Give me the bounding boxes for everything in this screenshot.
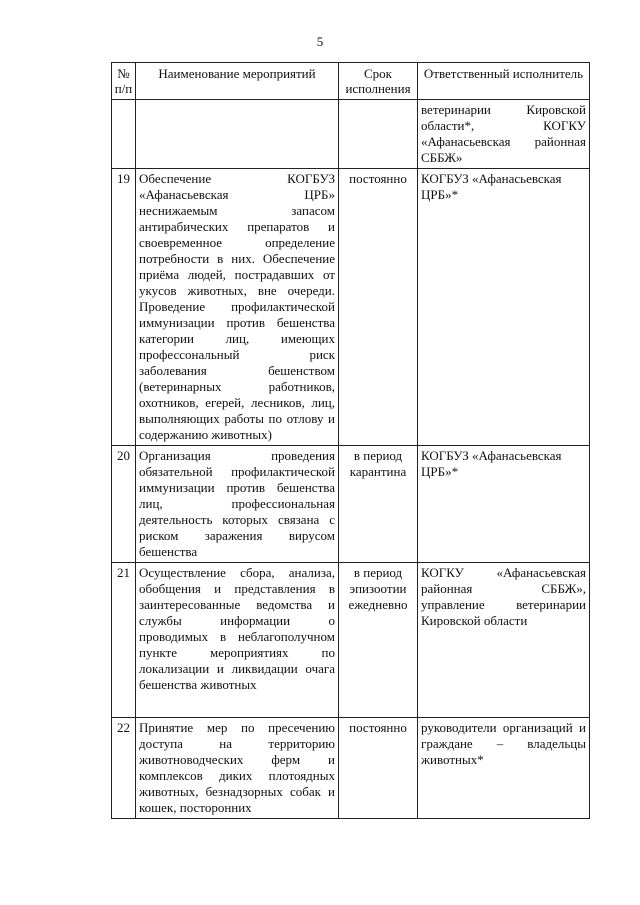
cell-measure: Организация проведения обязательной профилактической иммунизации против бешенства лиц, профессиональная деятельность которых связана с риском заражения вирусом бешенства <box>136 446 339 563</box>
cell-executor: КОГБУЗ «Афанасьевская ЦРБ»* <box>418 446 590 563</box>
cell-number <box>112 100 136 169</box>
cell-number: 21 <box>112 563 136 718</box>
cell-number: 20 <box>112 446 136 563</box>
table-row <box>112 446 590 563</box>
cell-executor: КОГКУ «Афанасьевская районная СББЖ», управление ветеринарии Кировской области <box>418 563 590 718</box>
table-row <box>112 563 590 718</box>
cell-term: в период эпизоотии ежедневно <box>339 563 418 718</box>
cell-term: в период карантина <box>339 446 418 563</box>
cell-executor: руководители организаций и граждане – владельцы животных* <box>418 718 590 819</box>
header-executor: Ответственный исполнитель <box>418 63 590 100</box>
page-number: 5 <box>316 34 324 49</box>
header-term: Срок исполнения <box>339 63 418 100</box>
header-number: № п/п <box>112 63 136 100</box>
cell-number: 19 <box>112 169 136 446</box>
header-measure: Наименование мероприятий <box>136 63 339 100</box>
cell-number: 22 <box>112 718 136 819</box>
cell-term: постоянно <box>339 718 418 819</box>
table-row <box>112 169 590 446</box>
cell-measure: Осуществление сбора, анализа, обобщения и представления в заинтересованные ведомства и службы информации о проводимых в неблагополучном пункте мероприятиях по локализации и ликвидации очага бешенства животных <box>136 563 339 718</box>
cell-executor: ветеринарии Кировской области*, КОГКУ «Афанасьевская районная СББЖ» <box>418 100 590 169</box>
cell-measure <box>136 100 339 169</box>
cell-executor: КОГБУЗ «Афанасьевская ЦРБ»* <box>418 169 590 446</box>
table-row-continuation <box>112 100 590 169</box>
table-row <box>112 718 590 819</box>
measures-table <box>111 62 590 819</box>
cell-measure: Принятие мер по пресечению доступа на территорию животноводческих ферм и комплексов диких плотоядных животных, безнадзорных собак и кошек, посторонних <box>136 718 339 819</box>
cell-term <box>339 100 418 169</box>
cell-term: постоянно <box>339 169 418 446</box>
cell-measure: Обеспечение КОГБУЗ «Афанасьевская ЦРБ» неснижаемым запасом антирабических препаратов и своевременное определение потребности в них. Обеспечение приёма людей, пострадавших от укусов животных, вне очереди. Проведение профилактической иммунизации против бешенства категории лиц, имеющих профессональный риск заболевания бешенством (ветеринарных работников, охотников, егерей, лесников, лиц, выполняющих работы по отлову и содержанию животных) <box>136 169 339 446</box>
table-header-row <box>112 63 590 100</box>
